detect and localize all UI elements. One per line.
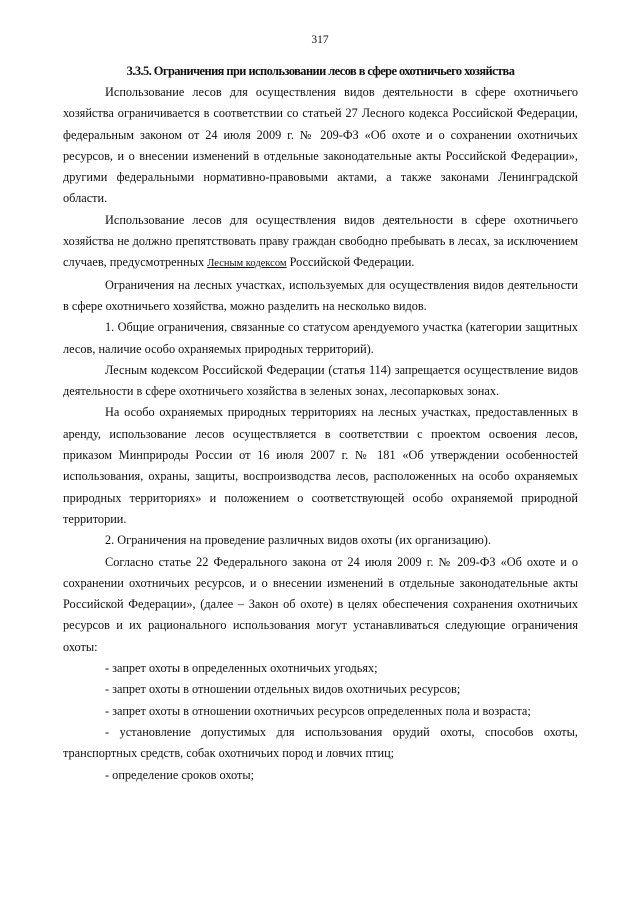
paragraph: Согласно статье 22 Федерального закона от 24 июля 2009 г. № 209-ФЗ «Об охоте и о сохранении охотничьих ресурсов, и о внесении изменений в отдельные законодательные акты Российской Федерации», (далее – Закон об охоте) в целях обеспечения сохранения охотничьих ресурсов и их рационального использования могут устанавливаться следующие ограничения охоты: [63, 554, 578, 654]
paragraph: 2. Ограничения на проведение различных видов охоты (их организацию). [105, 533, 491, 548]
body-text [63, 82, 578, 786]
list-item: - установление допустимых для использования орудий охоты, способов охоты, транспортных средств, собак охотничьих пород и ловчих птиц; [63, 724, 578, 761]
paragraph: Ограничения на лесных участках, используемых для осуществления видов деятельности в сфере охотничьего хозяйства, можно разделить на несколько видов. [63, 277, 578, 313]
paragraph: На особо охраняемых природных территориях на лесных участках, предоставленных в аренду, использование лесов осуществляется в соответствии с проектом освоения лесов, приказом Минприроды России от 16 июля 2007 г. № 181 «Об утверждении особенностей использования, охраны, защиты, воспроизводства лесов, расположенных на особо охраняемых природных территориях» и положением о соответствующей особо охраняемой природной территории. [63, 405, 578, 526]
forest-code-link[interactable]: Лесным кодексом [207, 258, 287, 270]
paragraph: Лесным кодексом Российской Федерации (статья 114) запрещается осуществление видов деятельности в сфере охотничьего хозяйства в зеленых зонах, лесопарковых зонах. [63, 362, 578, 399]
paragraph [63, 210, 578, 275]
section-heading: 3.3.5. Ограничения при использовании лесов в сфере охотничьего хозяйства [126, 64, 515, 78]
list-item: - запрет охоты в определенных охотничьих угодьях; [105, 661, 378, 676]
list-item: - запрет охоты в отношении охотничьих ресурсов определенных пола и возраста; [105, 703, 531, 718]
paragraph: Использование лесов для осуществления видов деятельности в сфере охотничьего хозяйства ограничивается в соответствии со статьей 27 Лесного кодекса Российской Федерации, федеральным законом от 24 июля 2009 г. № 209-ФЗ «Об охоте и о сохранении охотничьих ресурсов, и о внесении изменений в отдельные законодательные акты Российской Федерации», другими федеральными нормативно-правовыми актами, а также законами Ленинградской области. [63, 85, 578, 206]
paragraph-text: Российской Федерации. [286, 255, 415, 270]
paragraph-text: Использование лесов для осуществления видов деятельности в сфере охотничьего хозяйства не должно препятствовать праву граждан свободно пребывать в лесах, за исключением случаев, предусмотренных [63, 212, 578, 270]
paragraph: 1. Общие ограничения, связанные со статусом арендуемого участка (категории защитных лесов, наличие особо охраняемых природных территорий). [63, 320, 578, 356]
page-number: 317 [311, 34, 329, 46]
list-item: - запрет охоты в отношении отдельных видов охотничьих ресурсов; [105, 682, 461, 697]
list-item: - определение сроков охоты; [105, 767, 255, 782]
